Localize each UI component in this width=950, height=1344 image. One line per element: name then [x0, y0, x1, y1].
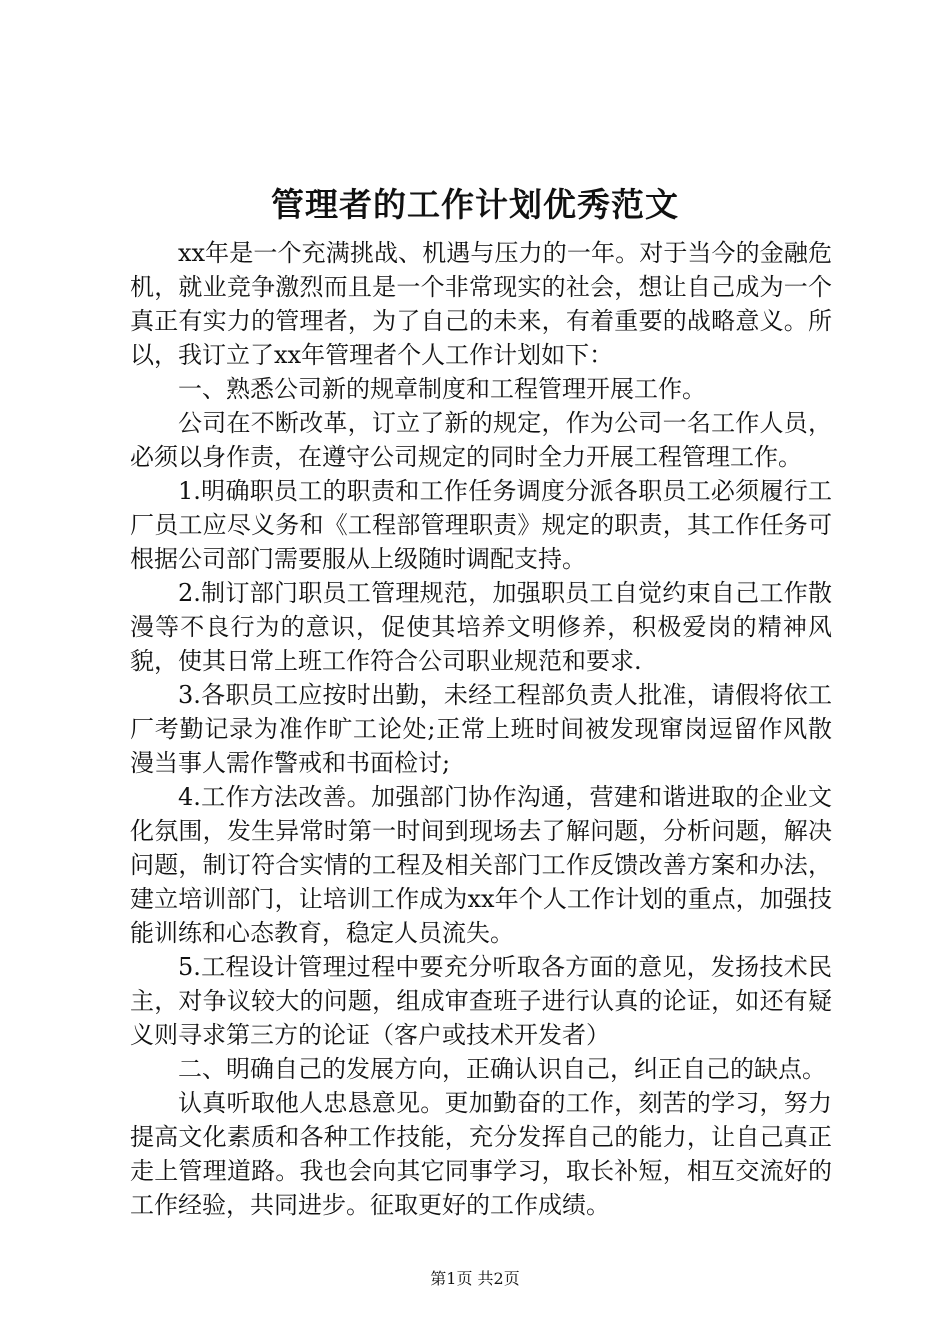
paragraph: 公司在不断改革，订立了新的规定，作为公司一名工作人员，必须以身作责，在遵守公司规定的同时全力开展工程管理工作。 [130, 409, 832, 471]
paragraph-intro: xx年是一个充满挑战、机遇与压力的一年。对于当今的金融危机，就业竞争激烈而且是一个非常现实的社会，想让自己成为一个真正有实力的管理者，为了自己的未来，有着重要的战略意义。所以，我订立了xx年管理者个人工作计划如下： [130, 239, 832, 369]
list-item-2: 2.制订部门职员工管理规范，加强职员工自觉约束自己工作散漫等不良行为的意识，促使其培养文明修养，积极爱岗的精神风貌，使其日常上班工作符合公司职业规范和要求. [130, 579, 832, 675]
paragraph-closing: 认真听取他人忠恳意见。更加勤奋的工作，刻苦的学习，努力提高文化素质和各种工作技能，充分发挥自己的能力，让自己真正走上管理道路。我也会向其它同事学习，取长补短，相互交流好的工作经验，共同进步。征取更好的工作成绩。 [130, 1089, 832, 1219]
document-title: 管理者的工作计划优秀范文 [271, 185, 679, 224]
list-item-3: 3.各职员工应按时出勤，未经工程部负责人批准，请假将依工厂考勤记录为准作旷工论处;正常上班时间被发现窜岗逗留作风散漫当事人需作警戒和书面检讨; [130, 681, 832, 777]
list-item-4: 4.工作方法改善。加强部门协作沟通，营建和谐进取的企业文化氛围，发生异常时第一时间到现场去了解问题，分析问题，解决问题，制订符合实情的工程及相关部门工作反馈改善方案和办法，建立培训部门，让培训工作成为xx年个人工作计划的重点，加强技能训练和心态教育，稳定人员流失。 [130, 783, 832, 947]
section-heading-1: 一、熟悉公司新的规章制度和工程管理开展工作。 [178, 375, 706, 403]
list-item-5: 5.工程设计管理过程中要充分听取各方面的意见，发扬技术民主，对争议较大的问题，组成审查班子进行认真的论证，如还有疑义则寻求第三方的论证（客户或技术开发者） [130, 953, 832, 1049]
section-heading-2: 二、明确自己的发展方向，正确认识自己，纠正自己的缺点。 [178, 1055, 826, 1083]
list-item-1: 1.明确职员工的职责和工作任务调度分派各职员工必须履行工厂员工应尽义务和《工程部管理职责》规定的职责，其工作任务可根据公司部门需要服从上级随时调配支持。 [130, 477, 832, 573]
document-body [130, 236, 832, 1222]
page-number-footer: 第1页 共2页 [430, 1269, 520, 1288]
